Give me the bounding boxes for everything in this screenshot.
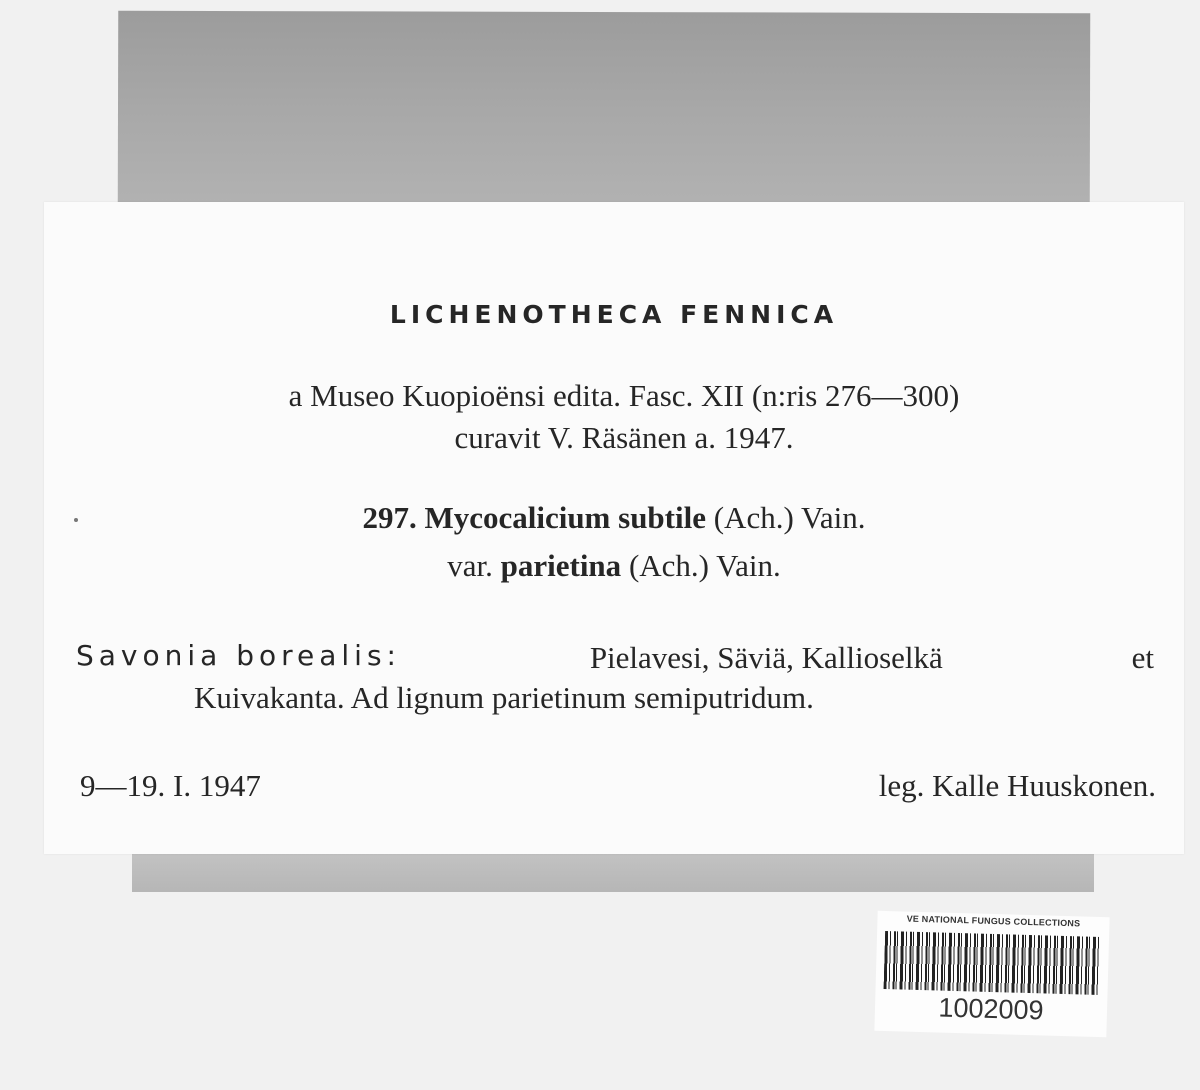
barcode-label <box>874 911 1109 1037</box>
barcode-bars <box>884 931 1102 995</box>
variety-prefix: var. <box>447 548 493 583</box>
locality-region: Savonia borealis: <box>76 639 401 672</box>
locality-et: et <box>1131 640 1154 675</box>
specimen-packet-top <box>118 11 1091 210</box>
collection-date: 9—19. I. 1947 <box>80 768 261 803</box>
locality-line-2: Kuivakanta. Ad lignum parietinum semiputridum. <box>194 680 814 715</box>
variety-authority: (Ach.) Vain. <box>628 548 781 583</box>
barcode-institution: VE NATIONAL FUNGUS COLLECTIONS <box>906 913 1081 929</box>
locality-places: Pielavesi, Säviä, Kallioselkä <box>589 640 943 675</box>
species-name: Mycocalicium subtile <box>424 500 706 535</box>
curator-line: curavit V. Räsänen a. 1947. <box>454 420 794 455</box>
series-title: LICHENOTHECA FENNICA <box>389 300 839 329</box>
edition-line: a Museo Kuopioënsi edita. Fasc. XII (n:ris 276—300) <box>288 378 960 413</box>
variety-name: parietina <box>500 548 622 583</box>
specimen-label <box>44 202 1184 854</box>
species-number: 297. <box>362 500 417 535</box>
species-line <box>144 502 1084 533</box>
species-authority: (Ach.) Vain. <box>713 500 866 535</box>
locality-line-1 <box>76 639 1154 675</box>
collector: leg. Kalle Huuskonen. <box>878 768 1156 803</box>
barcode-number: 1002009 <box>938 992 1044 1026</box>
stray-dot <box>74 518 78 522</box>
specimen-packet-bottom <box>132 848 1094 892</box>
variety-line <box>144 550 1084 581</box>
